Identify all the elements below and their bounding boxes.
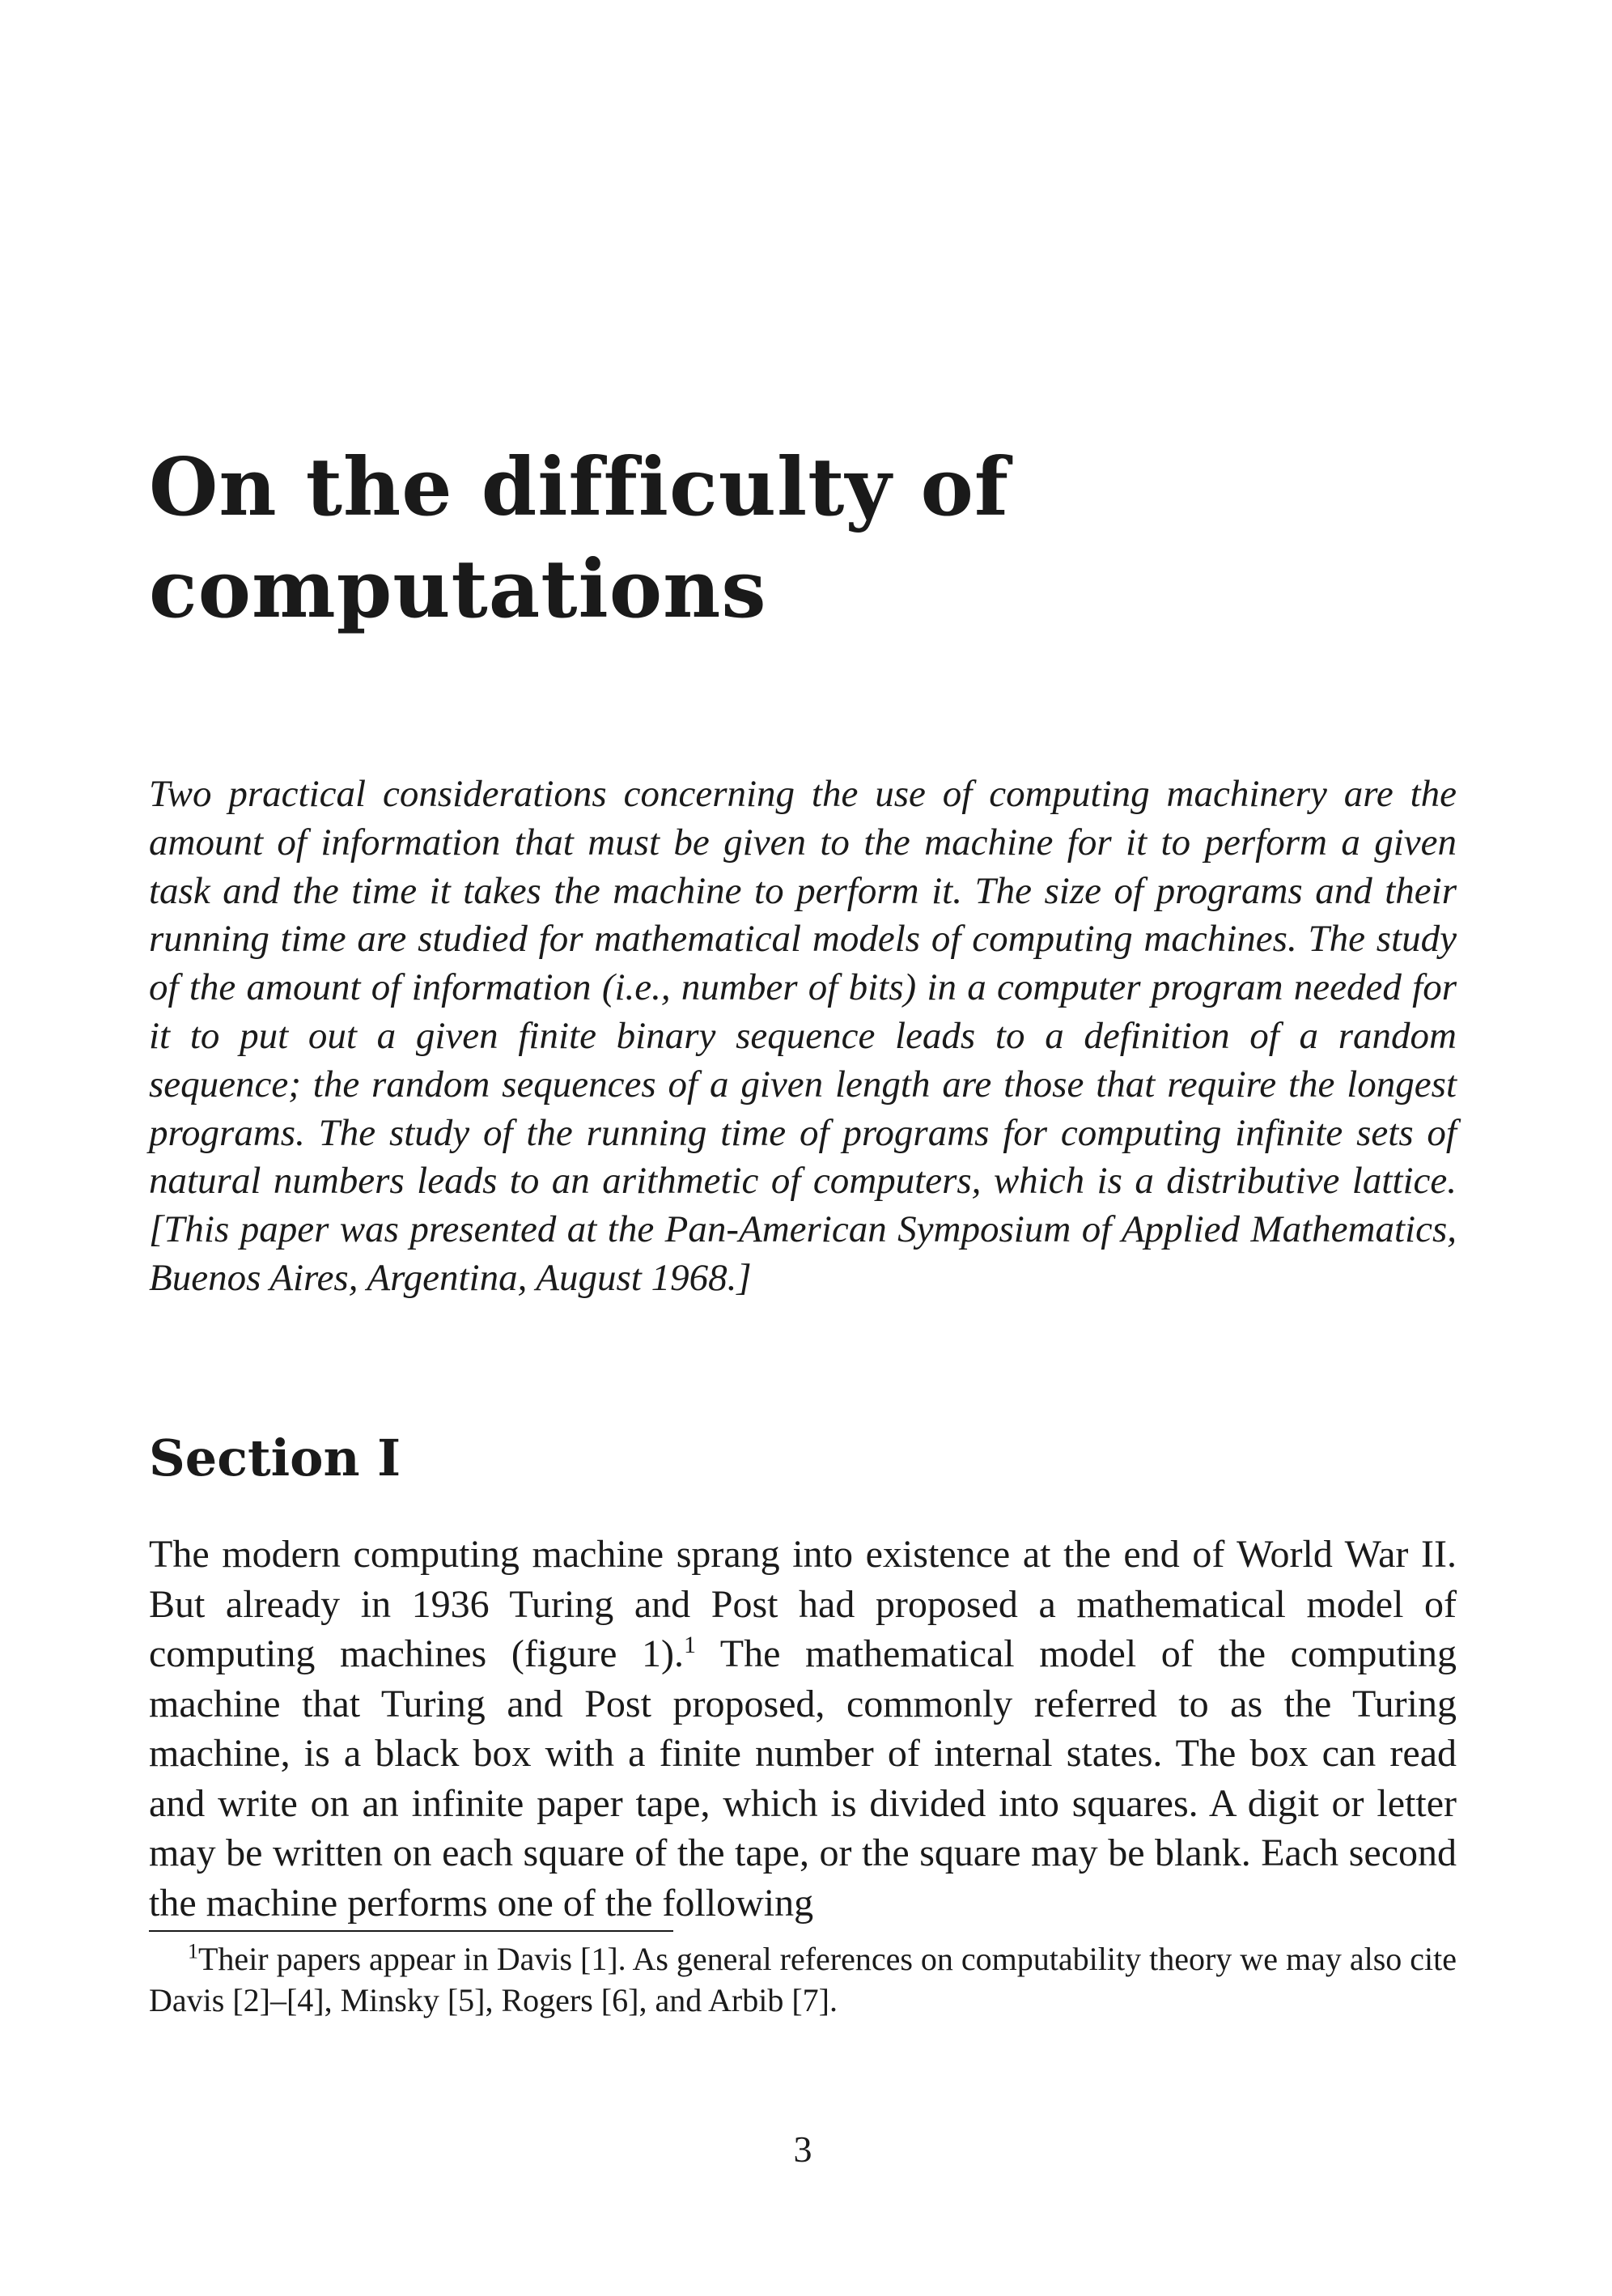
- paragraph-text-part-2: The mathematical model of the computing machine that Turing and Post proposed, commonly referred to as the Turing machine, is a black box with a finite number of internal states. The box can read and write on an infinite paper tape, which is divided into squares. A digit or letter may be written on each square of the tape, or the square may be blank. Each second the machine performs one of the following: [149, 1632, 1457, 1925]
- paragraph-text-part-1: The modern computing machine sprang into existence at the end of World War II. But already in 1936 Turing and Post had proposed a mathematical model of computing machines (figure 1).: [149, 1533, 1457, 1675]
- page-number: 3: [793, 2128, 812, 2170]
- footnote-text: Their papers appear in Davis [1]. As general references on computability theory we may also cite Davis [2]–[4], Minsky [5], Rogers [6], and Arbib [7].: [149, 1941, 1457, 2018]
- footnote-divider: [149, 1930, 673, 1932]
- abstract: Two practical considerations concerning the use of computing machinery are the amount of information that must be given to the machine for it to perform a given task and the time it takes the machine to perform it. The size of programs and their running time are studied for mathematical models of computing machines. The study of the amount of information (i.e., number of bits) in a computer program needed for it to put out a given finite binary sequence leads to a definition of a random sequence; the random sequences of a given length are those that require the longest programs. The study of the running time of programs for computing infinite sets of natural numbers leads to an arithmetic of computers, which is a distributive lattice. [This paper was presented at the Pan-American Symposium of Applied Mathematics, Buenos Aires, Argentina, August 1968.]: [149, 773, 1457, 1299]
- paper-page: [149, 0, 1457, 2296]
- footnote-reference[interactable]: 1: [684, 1632, 697, 1658]
- title-line-1: On the difficulty of: [149, 441, 1010, 534]
- title-line-2: computations: [149, 543, 767, 636]
- paper-title: [149, 437, 1457, 641]
- footnote: [149, 1938, 1457, 2021]
- footnote-marker: 1: [188, 1939, 198, 1963]
- section-heading: Section I: [149, 1428, 401, 1488]
- section-paragraph: [149, 1530, 1457, 1928]
